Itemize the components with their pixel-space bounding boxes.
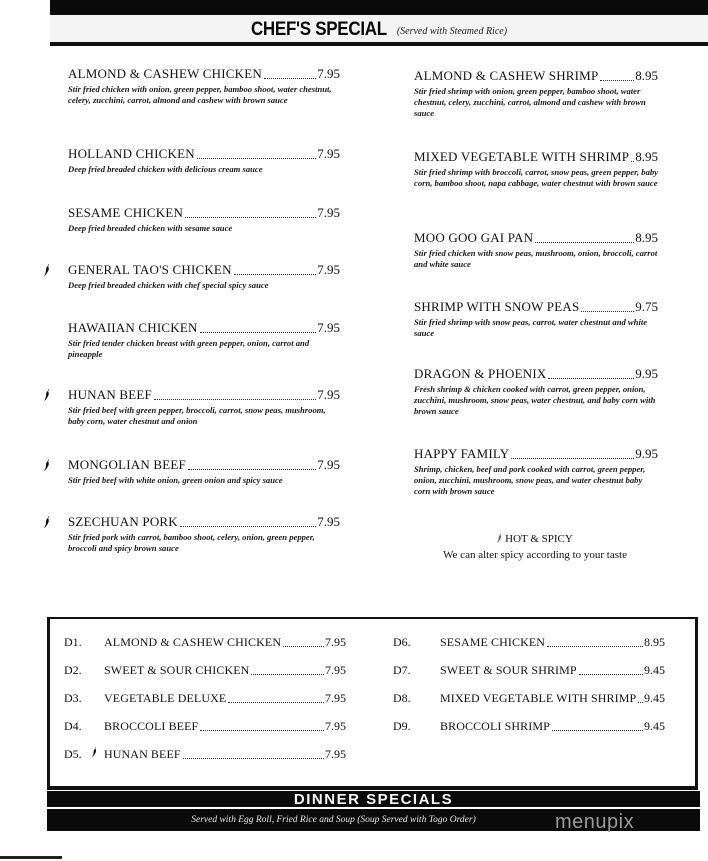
menu-item [414, 68, 658, 119]
item-name: DRAGON & PHOENIX [414, 366, 547, 381]
item-name: MOO GOO GAI PAN [414, 230, 534, 245]
menu-item [68, 146, 340, 175]
item-price: 8.95 [644, 635, 665, 649]
item-code: D4. [64, 719, 82, 733]
item-description: Fresh shrimp & chicken cooked with carrot, green pepper, onion, zucchini, mushroom, snow peas, water chestnut, and baby corn with brown sauce [414, 384, 656, 416]
item-name: HUNAN BEEF [104, 747, 181, 761]
item-name: SWEET & SOUR CHICKEN [104, 663, 250, 677]
leader-dots [638, 701, 643, 703]
item-description: Stir fried beef with white onion, green onion and spicy sauce [68, 475, 283, 485]
item-description: Shrimp, chicken, beef and pork cooked with carrot, green pepper, onion, zucchini, mushroom, snow peas, and water chestnut baby corn with brown sauce [414, 464, 646, 496]
dinner-item [64, 718, 346, 734]
leader-dots [183, 757, 324, 759]
item-price: 8.95 [635, 68, 658, 83]
dinner-item [393, 634, 665, 650]
item-price: 7.95 [317, 205, 340, 220]
item-price: 7.95 [317, 66, 340, 81]
menu-item [68, 387, 340, 427]
menu-item [68, 262, 340, 291]
pepper-icon [92, 744, 104, 762]
watermark: menupix [555, 811, 635, 833]
item-code: D1. [64, 635, 82, 649]
item-name: HUNAN BEEF [68, 387, 152, 402]
item-price: 7.95 [325, 691, 346, 705]
item-name: BROCCOLI BEEF [104, 719, 199, 733]
menu-item [68, 205, 340, 234]
menu-item [414, 230, 658, 270]
item-price: 7.95 [325, 747, 346, 761]
item-code: D5. [64, 747, 82, 761]
leader-dots [283, 645, 324, 647]
menu-item [414, 149, 658, 189]
leader-dots [579, 673, 643, 675]
page-edge-mark [0, 856, 62, 859]
item-name: GENERAL TAO'S CHICKEN [68, 262, 232, 277]
menu-item [68, 66, 340, 106]
leader-dots [234, 273, 317, 275]
dinner-item [393, 718, 665, 734]
item-description: Deep fried breaded chicken with chef special spicy sauce [68, 280, 269, 290]
leader-dots [251, 673, 324, 675]
leader-dots [581, 310, 634, 312]
item-description: Deep fried breaded chicken with delicious cream sauce [68, 164, 263, 174]
item-description: Stir fried pork with carrot, bamboo shoot, celery, onion, green pepper, broccoli and spicy brown sauce [68, 532, 315, 553]
hot-spicy-row [400, 533, 670, 546]
pepper-icon [44, 264, 50, 276]
item-price: 7.95 [317, 320, 340, 335]
item-name: SHRIMP WITH SNOW PEAS [414, 299, 580, 314]
item-description: Deep fried breaded chicken with sesame sauce [68, 223, 233, 233]
item-description: Stir fried beef with green pepper, broccoli, carrot, snow peas, mushroom, baby corn, water chestnut and onion [68, 405, 326, 426]
item-name: MONGOLIAN BEEF [68, 457, 186, 472]
leader-dots [535, 241, 634, 243]
dinner-item [64, 662, 346, 678]
item-name: SESAME CHICKEN [440, 635, 546, 649]
leader-dots [154, 398, 316, 400]
pepper-icon [44, 459, 50, 471]
leader-dots [185, 216, 316, 218]
item-name: HAWAIIAN CHICKEN [68, 320, 198, 335]
pepper-icon [44, 516, 50, 528]
item-price: 9.45 [644, 691, 665, 705]
item-description: Stir fried shrimp with broccoli, carrot, snow peas, green pepper, baby corn, bamboo shoot, napa cabbage, water chestnut with brown sauce [414, 167, 658, 188]
leader-dots [200, 331, 317, 333]
leader-dots [511, 457, 634, 459]
chefs-special-subtitle: (Served with Steamed Rice) [396, 26, 508, 37]
leader-dots [197, 157, 316, 159]
item-price: 7.95 [325, 719, 346, 733]
item-name: HOLLAND CHICKEN [68, 146, 195, 161]
leader-dots [547, 645, 643, 647]
item-name: BROCCOLI SHRIMP [440, 719, 550, 733]
dinner-item [393, 690, 665, 706]
item-name: SESAME CHICKEN [68, 205, 184, 220]
chefs-special-title: CHEF'S SPECIAL [250, 17, 387, 40]
menu-item [68, 457, 340, 486]
item-name: ALMOND & CASHEW SHRIMP [414, 68, 599, 83]
menu-item [414, 299, 658, 339]
item-price: 8.95 [635, 230, 658, 245]
menu-item [414, 366, 658, 417]
item-price: 7.95 [317, 146, 340, 161]
item-description: Stir fried shrimp with onion, green pepper, bamboo shoot, water chestnut, celery, zucchini, carrot, almond and cashew with brown sauce [414, 86, 646, 118]
dinner-specials-title: DINNER SPECIALS [293, 791, 454, 808]
leader-dots [631, 160, 634, 162]
item-name: VEGETABLE DELUXE [104, 691, 227, 705]
leader-dots [264, 77, 316, 79]
leader-dots [188, 468, 316, 470]
dinner-item [393, 662, 665, 678]
item-price: 8.95 [635, 149, 658, 164]
item-price: 9.95 [635, 446, 658, 461]
spicy-legend [400, 533, 670, 561]
leader-dots [200, 729, 324, 731]
item-price: 7.95 [325, 635, 346, 649]
dinner-specials-box [47, 617, 698, 790]
chefs-special-header [50, 15, 708, 46]
item-name: SZECHUAN PORK [68, 514, 178, 529]
item-price: 7.95 [317, 514, 340, 529]
item-code: D6. [393, 635, 411, 649]
item-price: 7.95 [325, 663, 346, 677]
item-description: Stir fried tender chicken breast with green pepper, onion, carrot and pineapple [68, 338, 310, 359]
item-name: MIXED VEGETABLE WITH SHRIMP [440, 691, 637, 705]
leader-dots [228, 701, 324, 703]
item-price: 9.45 [644, 663, 665, 677]
item-description: Stir fried shrimp with snow peas, carrot, water chestnut and white sauce [414, 317, 648, 338]
hot-spicy-label: HOT & SPICY [505, 533, 573, 545]
item-code: D2. [64, 663, 82, 677]
item-price: 9.45 [644, 719, 665, 733]
item-price: 9.95 [635, 366, 658, 381]
item-price: 9.75 [635, 299, 658, 314]
item-price: 7.95 [317, 457, 340, 472]
leader-dots [552, 729, 643, 731]
dinner-specials-subtitle: Served with Egg Roll, Fried Rice and Soup (Soup Served with Togo Order) [191, 815, 476, 825]
leader-dots [548, 377, 634, 379]
item-code: D7. [393, 663, 411, 677]
section-title [50, 19, 708, 39]
leader-dots [600, 79, 634, 81]
item-code: D3. [64, 691, 82, 705]
item-name: ALMOND & CASHEW CHICKEN [104, 635, 282, 649]
dinner-specials-banner [47, 791, 700, 807]
header-top-bar [50, 0, 708, 15]
item-description: Stir fried chicken with snow peas, mushroom, onion, broccoli, carrot and white sauce [414, 248, 658, 269]
item-price: 7.95 [317, 387, 340, 402]
item-code: D8. [393, 691, 411, 705]
pepper-icon [44, 389, 50, 401]
item-name: ALMOND & CASHEW CHICKEN [68, 66, 262, 81]
leader-dots [180, 525, 316, 527]
dinner-item [64, 690, 346, 706]
item-price: 7.95 [317, 262, 340, 277]
item-name: MIXED VEGETABLE WITH SHRIMP [414, 149, 630, 164]
dinner-item [64, 634, 346, 650]
menu-item [414, 446, 658, 497]
item-description: Stir fried chicken with onion, green pepper, bamboo shoot, water chestnut, celery, zucchini, carrot, almond and cashew with brown sauce [68, 84, 332, 105]
menu-item [68, 320, 340, 360]
pepper-icon [497, 533, 502, 546]
menu-item [68, 514, 340, 554]
dinner-item [64, 746, 346, 762]
item-name: SWEET & SOUR SHRIMP [440, 663, 577, 677]
item-name: HAPPY FAMILY [414, 446, 510, 461]
spicy-note: We can alter spicy according to your taste [443, 549, 627, 561]
item-code: D9. [393, 719, 411, 733]
